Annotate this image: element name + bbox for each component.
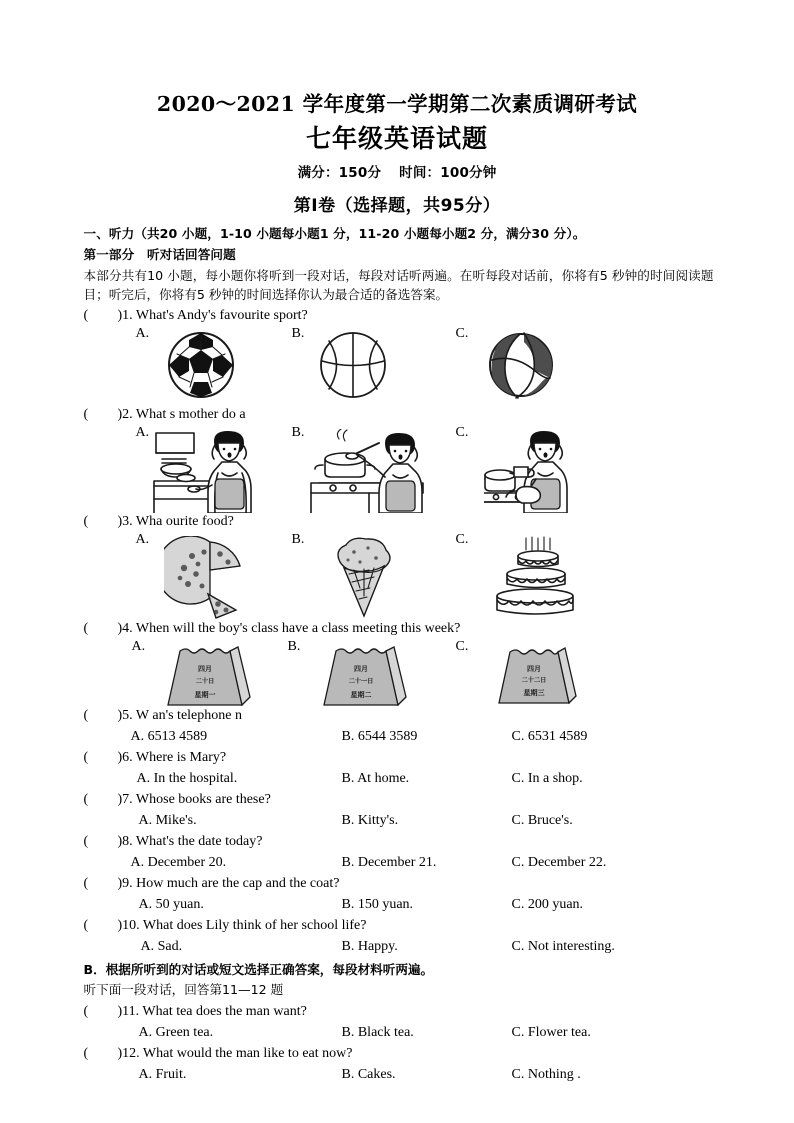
answer-bracket-7[interactable]: ( (83, 791, 89, 807)
option-label-4b[interactable]: B. (287, 638, 301, 654)
option-12b[interactable]: B. Cakes. (341, 1066, 396, 1082)
question-stem-4: ( )4. When will the boy's class have a class meeting this week? (84, 618, 714, 639)
option-9c[interactable]: C. 200 yuan. (511, 896, 584, 912)
soccer-ball-icon (164, 330, 238, 400)
option-label-3c[interactable]: C. (455, 531, 469, 547)
option-label-4c[interactable]: C. (455, 638, 469, 654)
volleyball-icon (484, 330, 558, 400)
calendar-month-b: 四月 (353, 664, 368, 673)
answer-bracket-6[interactable]: ( (83, 749, 89, 765)
option-label-3a[interactable]: A. (135, 531, 150, 547)
question-stem-8: ( )8. What's the date today? (84, 831, 714, 852)
options-row-8 (84, 852, 714, 873)
option-8a[interactable]: A. December 20. (130, 854, 227, 870)
answer-bracket-8[interactable]: ( (83, 833, 89, 849)
birthday-cake-icon (492, 536, 580, 620)
option-5a[interactable]: A. 6513 4589 (130, 728, 208, 744)
calendar-weekday-c: 星期三 (523, 688, 544, 697)
answer-bracket-11[interactable]: ( (83, 1003, 89, 1019)
option-label-1a[interactable]: A. (135, 325, 150, 341)
calendar-day-a: 二十日 (195, 677, 214, 685)
options-row-11 (84, 1022, 714, 1043)
option-5b[interactable]: B. 6544 3589 (341, 728, 418, 744)
option-label-1b[interactable]: B. (291, 325, 305, 341)
option-6b[interactable]: B. At home. (341, 770, 410, 786)
calendar-day-c: 二十二日 (521, 676, 546, 684)
options-row-1 (84, 326, 714, 404)
pizza-icon (164, 536, 260, 620)
answer-bracket-10[interactable]: ( (83, 917, 89, 933)
option-9b[interactable]: B. 150 yuan. (341, 896, 414, 912)
part-b-heading: B．根据所听到的对话或短文选择正确答案，每段材料听两遍。 (83, 961, 434, 977)
option-label-4a[interactable]: A. (131, 638, 146, 654)
question-stem-2: ( )2. What s mother do a (84, 404, 714, 425)
option-7a[interactable]: A. Mike's. (138, 812, 197, 828)
listening-heading: 一、听力（共20 小题，1-10 小题每小题1 分，11-20 小题每小题2 分，满分30 分）。 (83, 225, 586, 241)
question-stem-10: ( )10. What does Lily think of her school life? (84, 915, 714, 936)
options-row-6 (84, 768, 714, 789)
calendar-weekday-a: 星期一 (194, 690, 215, 699)
option-11c[interactable]: C. Flower tea. (511, 1024, 591, 1040)
question-stem-6: ( )6. Where is Mary? (84, 747, 714, 768)
question-stem-12: ( )12. What would the man like to eat now? (84, 1043, 714, 1064)
option-9a[interactable]: A. 50 yuan. (138, 896, 204, 912)
options-row-7 (84, 810, 714, 831)
option-label-2c[interactable]: C. (455, 424, 469, 440)
question-stem-9: ( )9. How much are the cap and the coat? (84, 873, 714, 894)
question-stem-11: ( )11. What tea does the man want? (84, 1001, 714, 1022)
part-one-heading: 第一部分 听对话回答问题 (83, 246, 236, 262)
answer-bracket-2[interactable]: ( (83, 406, 89, 422)
full-score-label: 满分：150分 (297, 164, 382, 181)
woman-pouring-tea-icon (484, 429, 602, 513)
option-10c[interactable]: C. Not interesting. (511, 938, 615, 954)
option-11b[interactable]: B. Black tea. (341, 1024, 414, 1040)
option-6a[interactable]: A. In the hospital. (136, 770, 238, 786)
option-8b[interactable]: B. December 21. (341, 854, 437, 870)
option-12c[interactable]: C. Nothing . (511, 1066, 581, 1082)
ice-cream-cone-icon (324, 536, 404, 620)
option-label-2a[interactable]: A. (135, 424, 150, 440)
section-banner: 第Ⅰ卷（选择题，共95分） (293, 195, 501, 216)
answer-bracket-1[interactable]: ( (83, 307, 89, 323)
options-row-12 (84, 1064, 714, 1085)
option-10a[interactable]: A. Sad. (140, 938, 183, 954)
option-label-3b[interactable]: B. (291, 531, 305, 547)
exam-title: 2020～2021 学年度第一学期第二次素质调研考试 (156, 92, 638, 116)
basketball-icon (316, 330, 390, 400)
option-5c[interactable]: C. 6531 4589 (511, 728, 588, 744)
option-7c[interactable]: C. Bruce's. (511, 812, 573, 828)
option-label-1c[interactable]: C. (455, 325, 469, 341)
part-one-instructions: 本部分共有10 小题，每小题你将听到一段对话，每段对话听两遍。在听每段对话前，你将有5 秒钟的时间阅读题目；听完后，你将有5 秒钟的时间选择你认为最合适的备选答案。 (83, 267, 714, 303)
desk-calendar-icon (156, 641, 254, 711)
option-10b[interactable]: B. Happy. (341, 938, 398, 954)
desk-calendar-icon (488, 643, 580, 709)
answer-bracket-5[interactable]: ( (83, 707, 89, 723)
option-11a[interactable]: A. Green tea. (138, 1024, 214, 1040)
option-label-2b[interactable]: B. (291, 424, 305, 440)
option-7b[interactable]: B. Kitty's. (341, 812, 399, 828)
paper-title: 七年级英语试题 (305, 123, 488, 153)
calendar-weekday-b: 星期二 (350, 690, 371, 699)
calendar-month-a: 四月 (197, 664, 212, 673)
options-row-4 (84, 639, 714, 711)
document-header (0, 0, 794, 216)
time-label: 时间：100分钟 (399, 164, 497, 181)
woman-cooking-icon (152, 429, 270, 513)
option-12a[interactable]: A. Fruit. (138, 1066, 187, 1082)
exam-content (81, 224, 714, 1085)
options-row-9 (84, 894, 714, 915)
calendar-day-b: 二十一日 (348, 677, 373, 685)
part-b-sub: 听下面一段对话，回答第11—12 题 (83, 982, 284, 998)
answer-bracket-12[interactable]: ( (83, 1045, 89, 1061)
woman-stirring-pot-icon (309, 429, 431, 513)
options-row-3 (84, 532, 714, 618)
options-row-2 (84, 425, 714, 511)
options-row-10 (84, 936, 714, 957)
option-6c[interactable]: C. In a shop. (511, 770, 583, 786)
question-stem-5: ( )5. W an's telephone n (84, 705, 714, 726)
option-8c[interactable]: C. December 22. (511, 854, 607, 870)
score-time-line (0, 161, 794, 181)
answer-bracket-9[interactable]: ( (83, 875, 89, 891)
desk-calendar-icon (312, 641, 410, 711)
answer-bracket-4[interactable]: ( (83, 620, 89, 636)
question-stem-1: ( )1. What's Andy's favourite sport? (84, 305, 714, 326)
options-row-5 (84, 726, 714, 747)
answer-bracket-3[interactable]: ( (83, 513, 89, 529)
question-stem-7: ( )7. Whose books are these? (84, 789, 714, 810)
calendar-month-c: 四月 (526, 664, 541, 673)
question-stem-3: ( )3. Wha ourite food? (84, 511, 714, 532)
